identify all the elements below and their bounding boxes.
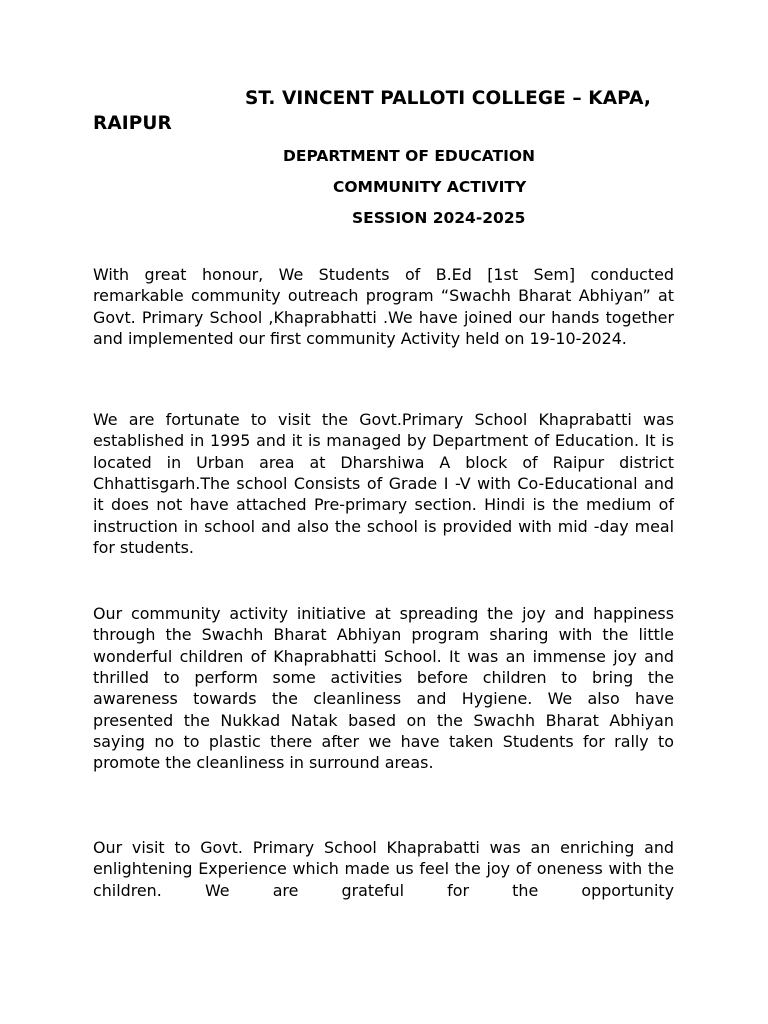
- session-heading: SESSION 2024-2025: [352, 209, 526, 227]
- paragraph-conclusion: Our visit to Govt. Primary School Khaprabatti was an enriching and enlightening Experience which made us feel the joy of oneness with the children. We are grateful for the opportunity: [93, 838, 674, 900]
- department-heading: DEPARTMENT OF EDUCATION: [283, 147, 536, 165]
- paragraph-activities: Our community activity initiative at spreading the joy and happiness through the Swachh Bharat Abhiyan program sharing with the little wonderful children of Khaprabhatti School. It was an immense joy and thrilled to perform some activities before children to bring the awareness towards the cleanliness and Hygiene. We also have presented the Nukkad Natak based on the Swachh Bharat Abhiyan saying no to plastic there after we have taken Students for rally to promote the cleanliness in surround areas.: [93, 604, 674, 773]
- activity-heading: COMMUNITY ACTIVITY: [333, 178, 527, 196]
- college-title: ST. VINCENT PALLOTI COLLEGE – KAPA, RAIPUR: [93, 88, 651, 134]
- paragraph-introduction: With great honour, We Students of B.Ed [1st Sem] conducted remarkable community outreach program “Swachh Bharat Abhiyan” at Govt. Primary School ,Khaprabhatti .We have joined our hands together and implemented our first community Activity held on 19-10-2024.: [93, 265, 674, 349]
- paragraph-school-details: We are fortunate to visit the Govt.Primary School Khaprabatti was established in 1995 and it is managed by Department of Education. It is located in Urban area at Dharshiwa A block of Raipur district Chhattisgarh.The school Consists of Grade I -V with Co-Educational and it does not have attached Pre-primary section. Hindi is the medium of instruction in school and also the school is provided with mid -day meal for students.: [93, 410, 674, 558]
